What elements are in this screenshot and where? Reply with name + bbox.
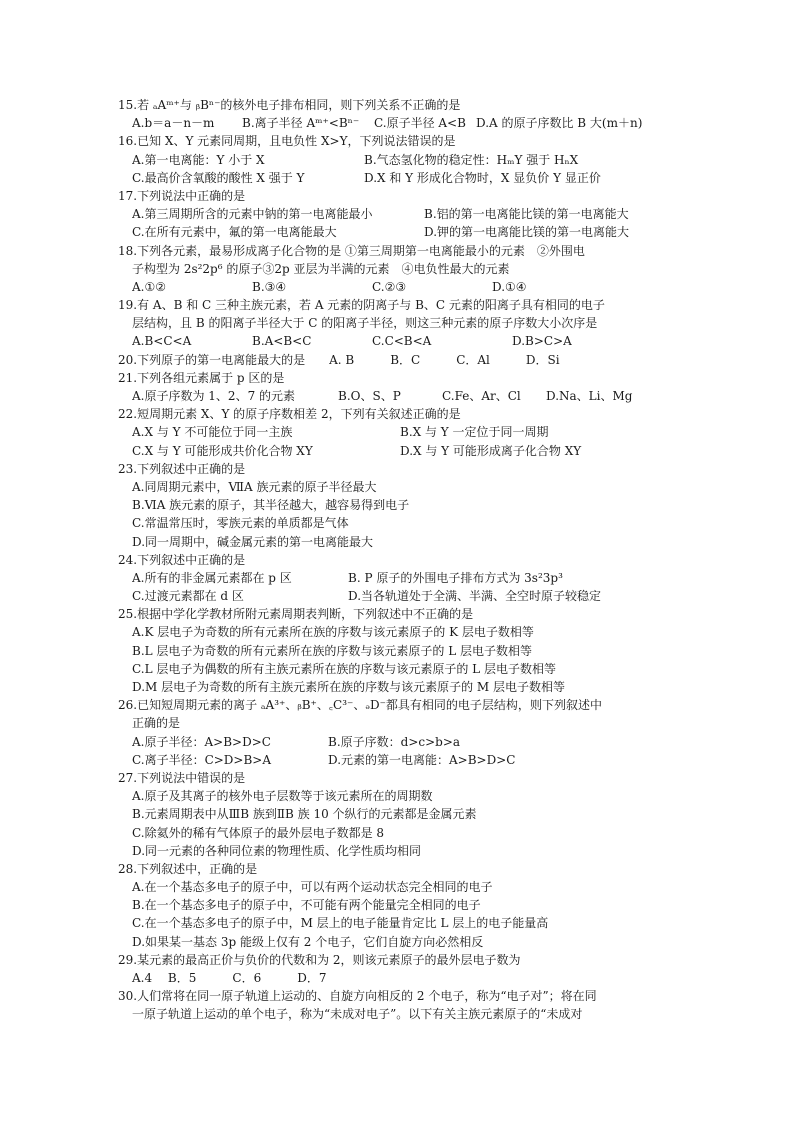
option-c: C.X 与 Y 可能形成共价化合物 XY — [132, 443, 313, 458]
option-a: A.①② — [132, 279, 166, 294]
option-row — [118, 751, 678, 769]
option-b: B.A<B<C — [252, 334, 312, 349]
option-row — [118, 278, 678, 296]
question-stem: 16.已知 X、Y 元素同周期，且电负性 X>Y，下列说法错误的是 — [118, 134, 456, 149]
option-row — [118, 442, 678, 460]
question-27 — [118, 769, 678, 860]
option-c: C.C<B<A — [372, 334, 432, 349]
option-d: D.如果某一基态 3p 能级上仅有 2 个电子，它们自旋方向必然相反 — [132, 934, 484, 949]
option-row — [118, 733, 678, 751]
option-a: A.X 与 Y 不可能位于同一主族 — [132, 425, 293, 440]
question-stem: 19.有 A、B 和 C 三种主族元素，若 A 元素的阴离子与 B、C 元素的阳离子具有相同的电子 — [118, 298, 605, 313]
question-stem: 17.下列说法中正确的是 — [118, 188, 246, 203]
question-stem: 22.短周期元素 X、Y 的原子序数相差 2，下列有关叙述正确的是 — [118, 407, 461, 422]
option-row — [118, 332, 678, 350]
option-a: A.原子及其离子的核外电子层数等于该元素所在的周期数 — [132, 789, 433, 804]
question-23 — [118, 460, 678, 551]
option-b: B.原子序数：d>c>b>a — [328, 734, 461, 749]
option-b: B.L 层电子为奇数的所有元素所在族的序数与该元素原子的 L 层电子数相等 — [132, 643, 533, 658]
question-list — [118, 96, 678, 1024]
option-b: B.气态氢化物的稳定性：HₘY 强于 HₙX — [364, 152, 579, 167]
option-b: B.离子半径 Aᵐ⁺<Bⁿ⁻ — [242, 116, 360, 131]
option-row — [118, 114, 678, 132]
question-22 — [118, 405, 678, 460]
option-c: C.②③ — [372, 279, 407, 294]
option-b: B.③④ — [252, 279, 287, 294]
option-row — [118, 205, 678, 223]
option-b: B.元素周期表中从ⅢB 族到ⅡB 族 10 个纵行的元素都是金属元素 — [132, 807, 477, 822]
question-stem: 20.下列原子的第一电离能最大的是 A. B B．C C．Al D．Si — [118, 352, 560, 367]
option-a: A.在一个基态多电子的原子中，可以有两个运动状态完全相同的电子 — [132, 880, 493, 895]
option-c: C.Fe、Ar、Cl — [442, 389, 521, 403]
option-c: C.原子半径 A<B — [374, 116, 466, 131]
option-d: D.元素的第一电离能：A>B>D>C — [328, 752, 516, 767]
question-17 — [118, 187, 678, 242]
option-row — [118, 169, 678, 187]
question-29 — [118, 951, 678, 987]
option-c: C.最高价含氧酸的酸性 X 强于 Y — [132, 170, 305, 185]
question-26 — [118, 696, 678, 769]
option-row — [118, 569, 678, 587]
question-stem-continued: 子构型为 2s²2p⁶ 的原子③2p 亚层为半满的元素 ④电负性最大的元素 — [132, 261, 510, 276]
option-c: C.在一个基态多电子的原子中，M 层上的电子能量肯定比 L 层上的电子能量高 — [132, 916, 549, 931]
option-a: A.原子序数为 1、2、7 的元素 — [132, 389, 296, 403]
question-28 — [118, 860, 678, 951]
question-stem: 27.下列说法中错误的是 — [118, 770, 246, 785]
option-b: B.铝的第一电离能比镁的第一电离能大 — [424, 207, 629, 222]
option-d: D.钾的第一电离能比镁的第一电离能大 — [424, 225, 630, 240]
option-a: A.第一电离能：Y 小于 X — [132, 152, 265, 167]
question-30 — [118, 987, 678, 1023]
option-a: A.B<C<A — [132, 334, 192, 349]
option-row — [118, 423, 678, 441]
option-a: A.第三周期所含的元素中钠的第一电离能最小 — [132, 207, 373, 222]
option-row — [118, 151, 678, 169]
option-a: A.同周期元素中，ⅦA 族元素的原子半径最大 — [132, 479, 377, 494]
question-stem: 29.某元素的最高正价与负价的代数和为 2，则该元素原子的最外层电子数为 — [118, 952, 521, 967]
option-d: D.当各轨道处于全满、半满、全空时原子较稳定 — [348, 589, 602, 604]
question-stem-continued: 层结构，且 B 的阳离子半径大于 C 的阳离子半径，则这三种元素的原子序数大小次序是 — [132, 316, 598, 331]
option-a: A.原子半径：A>B>D>C — [132, 734, 271, 749]
question-stem: 23.下列叙述中正确的是 — [118, 461, 246, 476]
option-d: D.同一周期中，碱金属元素的第一电离能最大 — [132, 534, 374, 549]
option-row: A.4 B．5 C．6 D．7 — [132, 971, 327, 985]
option-b: B.ⅥA 族元素的原子，其半径越大，越容易得到电子 — [132, 498, 410, 513]
option-row — [118, 223, 678, 241]
option-d: D.A 的原子序数比 B 大(m＋n) — [476, 116, 643, 131]
question-20 — [118, 351, 678, 369]
option-c: C.常温常压时，零族元素的单质都是气体 — [132, 516, 349, 531]
option-d: D.Na、Li、Mg — [546, 389, 633, 403]
option-b: B.X 与 Y 一定位于同一周期 — [400, 425, 549, 440]
option-d: D.同一元素的各种同位素的物理性质、化学性质均相同 — [132, 843, 422, 858]
question-25 — [118, 605, 678, 696]
question-stem-continued: 一原子轨道上运动的单个电子，称为“未成对电子”。以下有关主族元素原子的“未成对 — [132, 1007, 583, 1022]
question-stem: 21.下列各组元素属于 p 区的是 — [118, 370, 285, 385]
option-c: C.离子半径：C>D>B>A — [132, 752, 272, 767]
question-stem: 26.已知短周期元素的离子 ₐA³⁺、ᵦB⁺、꜀C³⁻、ₔD⁻都具有相同的电子层结构，则下列叙述中 — [118, 698, 602, 713]
option-b: B. P 原子的外围电子排布方式为 3s²3p³ — [348, 570, 563, 585]
question-stem: 25.根据中学化学教材所附元素周期表判断，下列叙述中不正确的是 — [118, 607, 474, 622]
question-stem: 18.下列各元素，最易形成离子化合物的是 ①第三周期第一电离能最小的元素 ②外围电 — [118, 243, 585, 258]
option-d: D.X 与 Y 可能形成离子化合物 XY — [400, 443, 582, 458]
question-18 — [118, 242, 678, 297]
question-19 — [118, 296, 678, 351]
option-d: D.B>C>A — [512, 334, 572, 349]
option-d: D.X 和 Y 形成化合物时，X 显负价 Y 显正价 — [364, 170, 601, 185]
question-stem-continued: 正确的是 — [132, 716, 181, 731]
option-c: C.除氦外的稀有气体原子的最外层电子数都是 8 — [132, 825, 385, 840]
option-a: A.所有的非金属元素都在 p 区 — [132, 570, 292, 585]
option-row — [118, 387, 678, 405]
option-a: A.K 层电子为奇数的所有元素所在族的序数与该元素原子的 K 层电子数相等 — [132, 625, 534, 640]
question-24 — [118, 551, 678, 606]
question-stem: 24.下列叙述中正确的是 — [118, 552, 246, 567]
option-c: C.在所有元素中，氟的第一电离能最大 — [132, 225, 337, 240]
question-21 — [118, 369, 678, 405]
option-row — [118, 587, 678, 605]
question-16 — [118, 132, 678, 187]
question-stem: 30.人们常将在同一原子轨道上运动的、自旋方向相反的 2 个电子，称为“电子对”；将在同 — [118, 989, 597, 1004]
question-15 — [118, 96, 678, 132]
option-d: D.①④ — [492, 279, 527, 294]
option-b: B.O、S、P — [338, 389, 401, 403]
option-b: B.在一个基态多电子的原子中，不可能有两个能量完全相同的电子 — [132, 898, 481, 913]
option-a: A.b＝a－n－m — [132, 116, 215, 131]
option-c: C.L 层电子为偶数的所有主族元素所在族的序数与该元素原子的 L 层电子数相等 — [132, 661, 556, 676]
question-stem: 28.下列叙述中，正确的是 — [118, 861, 258, 876]
option-c: C.过渡元素都在 d 区 — [132, 589, 244, 604]
question-stem: 15.若 ₐAᵐ⁺与 ᵦBⁿ⁻的核外电子排布相同，则下列关系不正确的是 — [118, 98, 461, 112]
option-d: D.M 层电子为奇数的所有主族元素所在族的序数与该元素原子的 M 层电子数相等 — [132, 680, 566, 694]
